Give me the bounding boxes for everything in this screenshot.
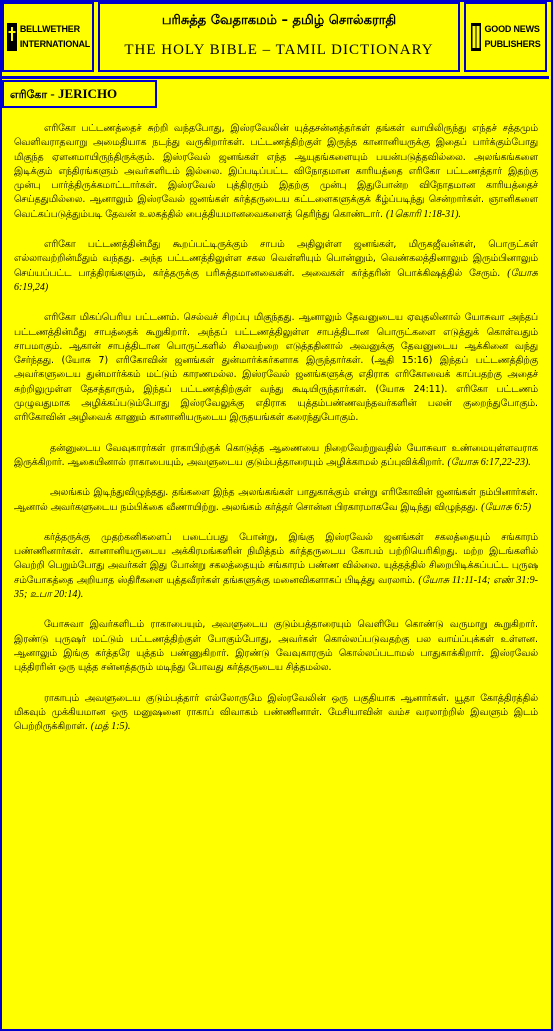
paragraph bbox=[14, 122, 538, 222]
scripture-reference: (1கொரி 1:18-31). bbox=[385, 208, 461, 220]
paragraph-text: யோசுவா இவர்களிடம் ராகாபையும், அவளுடைய குடும்பத்தாரையும் வெளியே கொண்டு வருமாறு கூறுகிறார். இரண்டு புருஷர் மட்டும் பட்டணத்திற்குள் போகும்போது, அவர்கள் கொல்லப்படுவதற்கு பல வாய்ப்புக்கள் உள்ளன. ஆனாலும் இங்கு கர்த்தரே யுத்தம் பண்ணுகிறார். இரண்டு வேவுகாரரும் கொல்லப்படாமல் பாதுகாக்கிறார். இஸ்ரவேல் புத்திரரின் ஒரு யுத்த சன்னத்தரும் மடிந்து போவது கர்த்தருடைய சித்தமல்ல. bbox=[14, 619, 538, 674]
entry-heading bbox=[2, 80, 157, 108]
scripture-reference: (யோசு 6:17,22-23). bbox=[447, 456, 531, 468]
title-box bbox=[98, 2, 460, 72]
left-logo-line2: INTERNATIONAL bbox=[19, 39, 91, 49]
paragraph bbox=[14, 238, 538, 295]
scripture-reference: (மத் 1:5). bbox=[90, 721, 131, 733]
paragraph bbox=[14, 692, 538, 735]
bellwether-logo bbox=[2, 2, 94, 72]
header bbox=[0, 0, 549, 79]
title-english: THE HOLY BIBLE – TAMIL DICTIONARY bbox=[124, 42, 434, 58]
paragraph bbox=[14, 618, 538, 675]
scripture-reference: (யோசு 6:5) bbox=[481, 501, 532, 513]
paragraph-text: எரிகோ மிகப்பெரிய பட்டணம். செல்வச் சிறப்பு மிகுந்தது. ஆனாலும் தேவனுடைய ஏவுதலினால் யோசுவா அந்தப் பட்டணத்தின்மீது சாபத்தைக் கூறுகிறார். அந்தப் பட்டணத்திலுள்ள சாபத்திடான பொருட்களை எடுத்துக் கொள்வதும் சாபமாகும். ஆகான் சாபத்திடான பொருட்களில் சிலவற்றை எடுத்ததினால் அவனுக்கு தேவனுடைய ஆக்கினை வந்து சேர்ந்தது. (யோசு 7) எரிகோவின் ஜனங்கள் துன்மார்க்கர்களாக இருந்தார்கள். (ஆதி 15:16) இந்தப் பட்டணத்திற்கு அவர்களுடைய துன்மார்க்கம் மட்டும் காரணமல்ல. இஸ்ரவேல் ஜனங்களுக்கு எதிராக எரிகோவைக் காப்பதற்கு அதைச் சுற்றிலுமுள்ள தேசத்தாரும், இந்தப் பட்டணத்திற்குள் வந்து கூடியிருந்தார்கள். (யோசு 24:11). எரிகோ பட்டணம் முழுவதுமாக அழிக்கப்படும்போது இஸ்ரவேலுக்கு எதிராக யுத்தம்பண்ணவந்தவர்களின் பலன் குறைந்துபோகும். எரிகோவின் அழிவைக் காணும் கானானியருடைய இருதயங்கள் கரைந்துபோகும். bbox=[14, 312, 538, 424]
bible-book-icon bbox=[6, 22, 18, 52]
dictionary-entry-body bbox=[14, 122, 538, 1022]
right-logo-line2: PUBLISHERS bbox=[484, 39, 541, 49]
right-logo-line1: GOOD NEWS bbox=[484, 24, 540, 34]
open-book-icon bbox=[470, 22, 482, 52]
paragraph-text: அலங்கம் இடிந்துவிழுந்தது. தங்களை இந்த அலங்கங்கள் பாதுகாக்கும் என்று எரிகோவின் ஜனங்கள் நம்பினார்கள். ஆனால் அவர்களுடைய நம்பிக்கை வீணாயிற்று. அலங்கம் கர்த்தர் சொன்ன பிரகாரமாகவே இடிந்து விழுந்தது. bbox=[14, 487, 538, 513]
good-news-logo bbox=[464, 2, 547, 72]
scripture-reference: (யோசு 6:19,24) bbox=[14, 267, 538, 293]
paragraph-text: எரிகோ பட்டணத்தின்மீது கூறப்பட்டிருக்கும் சாபம் அதிலுள்ள ஜனங்கள், மிருகஜீவன்கள், பொருட்கள் எல்லாவற்றின்மீதும் வந்தது. அந்த பட்டணத்திலுள்ள சகல வெள்ளியும் பொன்னும், வெண்கலத்தினாலும் இரும்பினாலும் செய்யப்பட்ட பாத்திரங்களும், கர்த்தருக்கு பரிசுத்தமானவைகள். அவைகள் கர்த்தரின் பொக்கிஷத்தில் சேரும். bbox=[14, 239, 538, 279]
paragraph-text: எரிகோ பட்டணத்தைச் சுற்றி வந்தபோது, இஸ்ரவேலின் யுத்தசன்னத்தர்கள் தங்கள் வாயிலிருந்து எந்தச் சத்தமும் வெளிவராதவாறு அமைதியாக நடந்து வருகிறார்கள். பட்டணத்திற்குள் இருந்த கானானியருக்கு இதைப் பார்க்கும்போது மிகுந்த ஏளனமாயிருந்திருக்கும். இஸ்ரவேல் ஜனங்கள் எந்த ஆயுதங்களையும் பயன்படுத்தவில்லை. அலங்கங்களை இடிக்கும் எந்திரங்களும் அவர்களிடம் இல்லை. இப்படிப்பட்ட விநோதமான காரியத்தை எரிகோ பட்டணத்தார் இதற்கு முன்பு பார்த்திருக்கமாட்டார்கள். இஸ்ரவேல் புத்திரரும் இதற்கு முன்பு இதுபோன்ற விநோதமான காரியத்தைச் செய்ததுமில்லை. ஆனாலும் இஸ்ரவேல் ஜனங்கள் கர்த்தருடைய கட்டளைகளுக்குக் கீழ்ப்படிந்து சென்றார்கள். ஞானிகளை வெட்கப்படுத்தும்படி தேவன் உலகத்தில் பைத்தியமானவைகளைத் தெரிந்து கொண்டார். bbox=[14, 123, 538, 220]
paragraph bbox=[14, 486, 538, 515]
scripture-reference: (யோசு 11:11-14; எண் 31:9-35; உபா 20:14). bbox=[14, 574, 538, 601]
entry-separator: - bbox=[47, 86, 58, 101]
paragraph bbox=[14, 311, 538, 425]
entry-tamil: எரிகோ bbox=[10, 88, 48, 101]
title-tamil: பரிசுத்த வேதாகமம் – தமிழ் சொல்கராதி bbox=[161, 13, 397, 28]
entry-english: JERICHO bbox=[57, 86, 118, 101]
paragraph-text: ராகாபும் அவளுடைய குடும்பத்தார் எல்லோருமே இஸ்ரவேலின் ஒரு பகுதியாக ஆனார்கள். யூதா கோத்திரத்தில் மிகவும் முக்கியமான ஒரு மனுஷனை ராகாப் விவாகம் பண்ணினாள். மேசியாவின் வம்ச வரலாற்றில் இவளும் இடம் பெற்றிருக்கிறாள். bbox=[14, 692, 538, 733]
paragraph bbox=[14, 442, 538, 471]
paragraph-text: தன்னுடைய வேவுகாரர்கள் ராகாபிற்குக் கொடுத்த ஆணையை நிறைவேற்றுவதில் யோசுவா உண்மையுள்ளவராக இருக்கிறார். ஆகையினால் ராகாபையும், அவளுடைய குடும்பத்தாரையும் அழிக்காமல் தப்புவிக்கிறார். bbox=[14, 442, 538, 468]
paragraph-text: கர்த்தருக்கு முதற்கனிகளைப் படைப்பது போன்று, இங்கு இஸ்ரவேல் ஜனங்கள் சகலத்தையும் சங்காரம் பண்ணினார்கள். கானானியருடைய அக்கிரமங்களின் நிமித்தம் கர்த்தருடைய கோபம் பற்றியெரிகிறது. மற்ற இடங்களில் வெற்றி பெறும்போது அவர்கள் இது போன்று சகலத்தையும் சங்காரம் பண்ண வில்லை. யுத்தத்தில் சிறைபிடிக்கப்பட்ட புருஷ சம்யோகத்தை அறியாத ஸ்திரீகளை யுத்தவீரர்கள் தங்களுக்கு மனைவிகளாகப் பிடித்து வரலாம். bbox=[14, 531, 538, 586]
left-logo-line1: BELLWETHER bbox=[19, 24, 80, 34]
paragraph bbox=[14, 531, 538, 602]
